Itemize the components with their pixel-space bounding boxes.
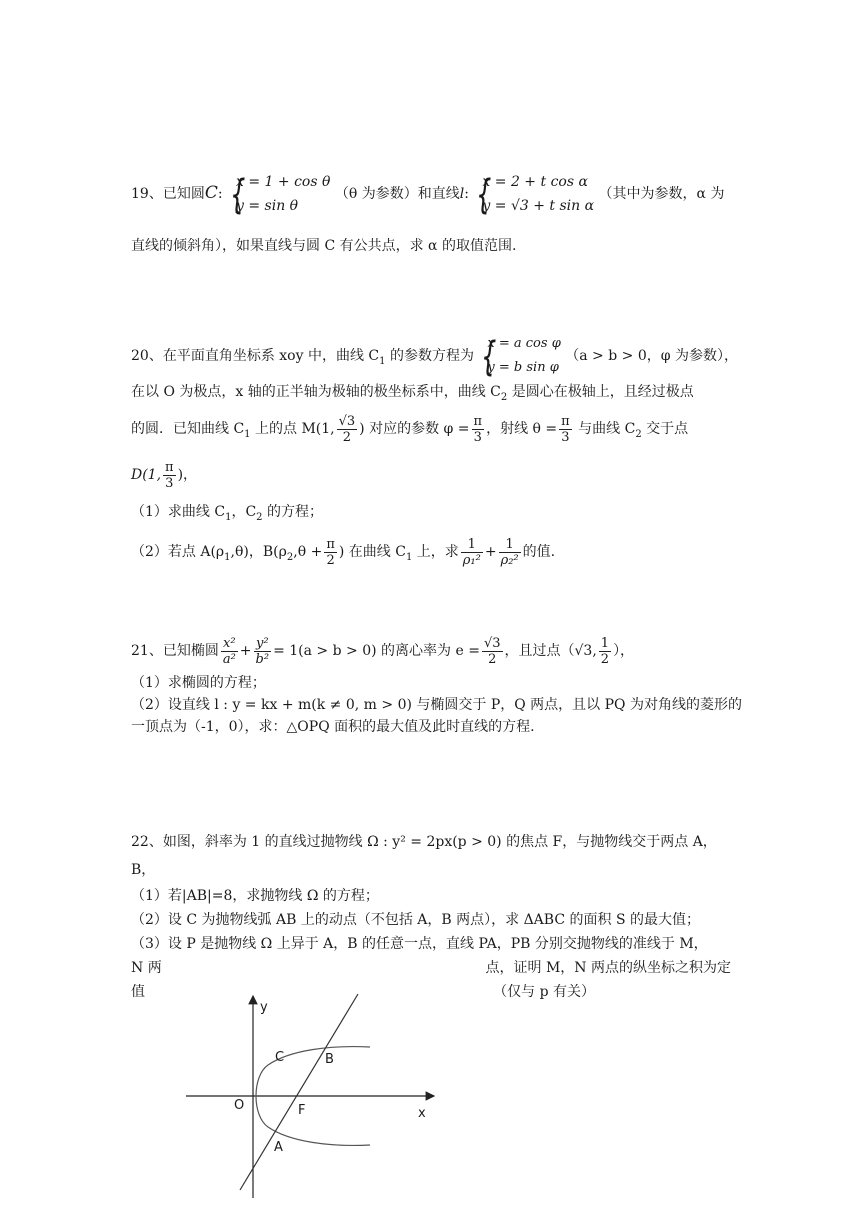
p21-eq-tail: = 1(a > b > 0) 的离心率为 e = [273, 643, 480, 659]
p19-line-name: l [459, 186, 465, 202]
problem-19-line-2: 直线的倾斜角），如果直线与圆 C 有公共点，求 α 的取值范围. [131, 238, 517, 254]
p20-frac-pi-num: π [473, 413, 483, 429]
p21-pass: ，且过点（√3, [504, 643, 597, 659]
p20-q2-sub3: 1 [405, 551, 413, 563]
problem-22 [131, 828, 731, 1004]
p20-frac-pi2-den: 2 [326, 552, 335, 568]
p20-frac-pi-2 [324, 537, 337, 568]
p21-frac-y [254, 636, 272, 667]
p19-line-system [473, 170, 594, 218]
p20-frac-pi-den: 3 [473, 429, 482, 445]
problem-21-q2b: 一顶点为（-1，0），求：△OPQ 面积的最大值及此时直线的方程. [131, 719, 535, 735]
problem-22-line-2: B， [131, 862, 156, 878]
p20-line2-sub: 2 [500, 391, 508, 403]
p20-q2-c: ,θ + [293, 544, 323, 560]
p20-frac-sqrt3-2 [337, 414, 358, 445]
p20-q2-e: 上，求 [412, 544, 459, 560]
p20-q2-sub2: 2 [286, 551, 294, 563]
p20-frac-pi2-num: π [326, 536, 335, 552]
p20-frac-pi-den-c: 3 [165, 475, 174, 491]
p20-line4-a: D(1, [131, 467, 162, 483]
problem-20 [131, 332, 738, 578]
p19-line-eq2: y = √3 + t sin α [482, 198, 595, 214]
problem-20-line-4 [131, 452, 731, 498]
p20-q2-d: ) 在曲线 C [338, 544, 406, 560]
p20-frac-pi-3b [559, 414, 572, 445]
problem-21-q2a: （2）设直线 l : y = kx + m(k ≠ 0, m > 0) 与椭圆交于 P，Q 两点，且以 PQ 为对角线的菱形的 [131, 697, 742, 713]
p20-line3-sub2: 2 [635, 428, 642, 440]
p21-e-den: 2 [488, 651, 497, 667]
p19-circle-eq2: y = sin θ [236, 198, 299, 214]
p20-frac-rho2-den: ρ₂² [500, 552, 519, 568]
p22-q3c-right: （仅与 p 有关） [493, 984, 595, 1000]
p20-line3-f: 交于点 [641, 421, 689, 437]
p20-lead-sub: 1 [379, 355, 386, 367]
p20-lead: 20、在平面直角坐标系 xoy 中，曲线 C [131, 348, 380, 364]
p19-theta-note: （θ 为参数）和直线 [334, 186, 460, 202]
p21-frac-x [221, 636, 238, 667]
p20-q1-c: 的方程； [262, 504, 323, 520]
p20-frac-rho2-num: 1 [499, 537, 521, 553]
p20-frac-rho1-den: ρ₁² [462, 552, 481, 568]
p20-frac-pi-num-b: π [561, 413, 570, 429]
problem-21-line-1: 21、已知椭圆 $\frac{\text{x²}}{\text{a²}}$ + $\frac{\text{y²}}{\text{b²}}$ = 1(a > b > 0) 的离心率为 e = $\frac{√3}{2}$ ，且过点（√3, $\frac{1}{2}$ ）， [131, 635, 635, 667]
p20-line3-b: 上的点 M(1, [250, 421, 335, 437]
p20-q2-a: （2）若点 A(ρ [131, 544, 225, 560]
p22-q3b-left: N 两 [131, 960, 162, 976]
p20-q1-b: ，C [231, 504, 257, 520]
p20-frac-pi-3c [163, 460, 176, 491]
p20-frac-pi-num-c: π [165, 459, 174, 475]
p20-q1-sub1: 1 [225, 511, 232, 523]
p20-q2-b: ,θ)，B(ρ [230, 544, 287, 560]
p20-line3-c: ) 对应的参数 φ = [359, 421, 470, 437]
p21-a2: a² [222, 651, 236, 667]
p19-line-eq1: { x = 2 + t cos α [482, 174, 588, 190]
p20-q2-f: 的值. [522, 544, 556, 560]
problem-19 [131, 170, 731, 260]
problem-21-q1: （1）求椭圆的方程； [131, 675, 266, 691]
p22-q3b-right: 点，证明 M，N 两点的纵坐标之积为定 [485, 960, 731, 976]
p20-line3-sub: 1 [244, 428, 251, 440]
p21-half-den: 2 [600, 651, 610, 667]
problem-20-line-3 [131, 406, 731, 452]
p21-x2: x² [221, 636, 238, 652]
p20-line3-e: 与曲线 C [573, 421, 636, 437]
p19-circle-name: C [204, 183, 218, 203]
p19-circle-eq1: { x = 1 + cos θ [236, 174, 331, 190]
p22-q3c-left: 值 [131, 984, 145, 1000]
p21-frac-e [482, 636, 503, 667]
problem-20-line-2 [131, 378, 731, 406]
problem-22-q3b [131, 956, 731, 980]
p21-lead: 21、已知椭圆 [131, 643, 219, 659]
p19-circle-system [227, 170, 330, 218]
p20-frac-rho2 [499, 537, 521, 568]
p21-e-num: √3 [483, 635, 501, 651]
p20-line4-b: )， [177, 467, 198, 483]
p20-eq2: y = b sin φ [487, 360, 559, 375]
p20-line2-after: 是圆心在极轴上，且经过极点 [507, 384, 694, 400]
fig-b-label: B [325, 1052, 334, 1067]
p20-frac-rho1-num: 1 [461, 537, 483, 553]
p20-q2-sub1: 1 [224, 551, 231, 563]
p20-param-system [478, 332, 560, 380]
problem-21 [131, 630, 742, 738]
p20-eq1: { x = a cos φ [487, 336, 561, 351]
p20-lead-after: 的参数方程为 [385, 348, 474, 364]
p19-lead: 19、已知圆 [131, 186, 205, 202]
problem-20-line-1 [131, 332, 738, 378]
problem-22-line-1: 22、如图，斜率为 1 的直线过抛物线 Ω : y² = 2px(p > 0) 的焦点 F，与抛物线交于两点 A， [131, 834, 717, 850]
p21-pass-end: ）， [613, 643, 635, 659]
p20-cond: （a > b > 0，φ 为参数）， [565, 348, 738, 364]
p20-line3-d: ，射线 θ = [486, 421, 558, 437]
p20-frac-den: 2 [342, 429, 352, 445]
parabola-figure [180, 990, 440, 1200]
problem-22-q2: （2）设 C 为抛物线弧 AB 上的动点（不包括 A，B 两点），求 ΔABC 的面积 S 的最大值； [131, 912, 700, 928]
problem-22-q1: （1）若|AB|=8，求抛物线 Ω 的方程； [131, 888, 379, 904]
p19-tail: （其中为参数，α 为 [598, 186, 725, 202]
problem-20-q1 [131, 498, 731, 526]
problem-20-q2 [131, 526, 731, 578]
problem-22-q3a: （3）设 P 是抛物线 Ω 上异于 A，B 的任意一点，直线 PA，PB 分别交抛物线的准线于 M， [131, 936, 708, 952]
parabola-diagram [180, 990, 440, 1200]
fig-x-label: x [418, 1106, 426, 1121]
fig-a-label: A [274, 1140, 283, 1155]
p20-frac-rho1 [461, 537, 483, 568]
p20-frac-pi-den-b: 3 [561, 429, 570, 445]
fig-o-label: O [234, 1098, 245, 1113]
p20-frac-num: √3 [338, 413, 356, 429]
p20-line3-a: 的圆．已知曲线 C [131, 421, 245, 437]
problem-19-line-1: 19、已知圆C: { x = 1 + cos θ y = sin θ （θ 为参数）和直线l: { x = 2 + t cos α y = √3 + t sin α （其中为参数，α 为 [131, 170, 731, 232]
p21-y2: y² [254, 636, 272, 652]
fig-y-label: y [260, 1000, 268, 1015]
p20-line2: 在以 O 为极点，x 轴的正半轴为极轴的极坐标系中，曲线 C [131, 384, 501, 400]
p21-half-num: 1 [600, 635, 610, 651]
focal-chord-line [240, 994, 358, 1190]
p21-frac-half [599, 636, 611, 667]
p20-q1-a: （1）求曲线 C [131, 504, 226, 520]
p20-frac-pi-3a [472, 414, 485, 445]
fig-f-label: F [298, 1103, 306, 1118]
fig-c-label: C [275, 1050, 285, 1065]
p21-b2: b² [255, 651, 270, 667]
p20-q1-sub2: 2 [256, 511, 263, 523]
p20-plus: + [484, 544, 497, 560]
